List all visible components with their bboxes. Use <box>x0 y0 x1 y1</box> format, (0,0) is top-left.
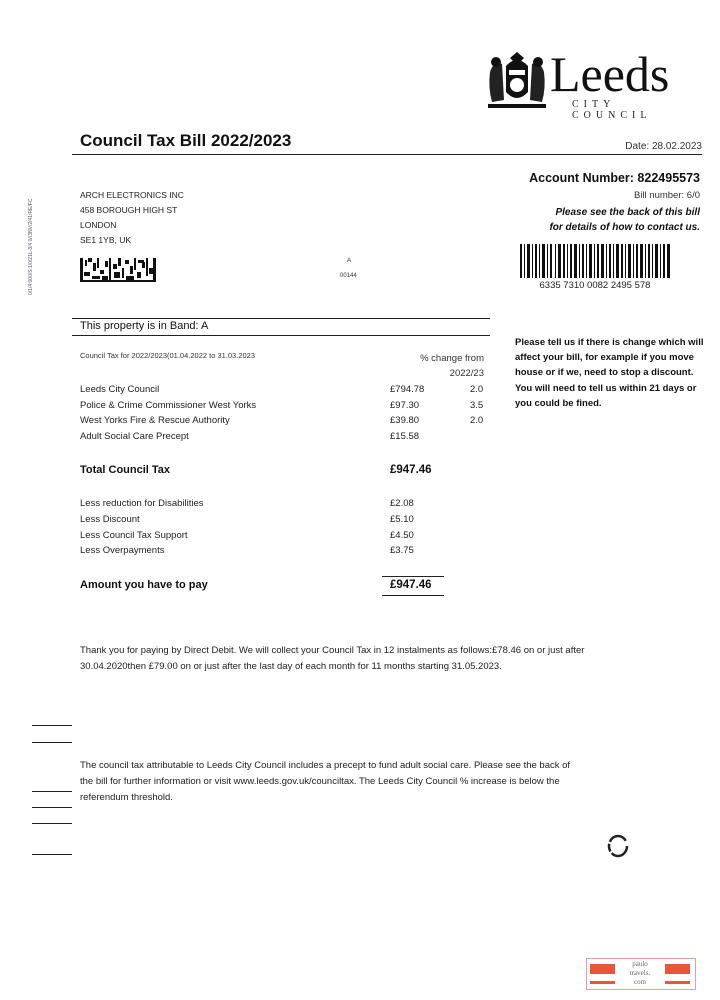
postal-2d-barcode-icon <box>80 258 156 282</box>
leeds-city-council-logo <box>486 46 696 121</box>
direct-debit-note: Thank you for paying by Direct Debit. We will collect your Council Tax in 12 instalments as follows:£78.46 on or just after 30.04.2020then £79.00 on or just after the last day of each month for 11 months starting 31.05.2023. <box>80 645 585 672</box>
charge-pct: 3.5 <box>470 400 484 411</box>
margin-mark <box>32 807 72 808</box>
address-line: SE1 1YB, UK <box>80 235 132 245</box>
charge-amount: £39.80 <box>390 415 420 426</box>
reduction-amount: £3.75 <box>390 545 414 556</box>
logo-wordmark: Leeds <box>550 46 670 102</box>
address-line: ARCH ELECTRONICS INC <box>80 190 184 200</box>
address-line: 458 BOROUGH HIGH ST <box>80 205 178 215</box>
account-number: Account Number: 822495573 <box>529 171 700 185</box>
charge-pct: 2.0 <box>470 384 484 395</box>
tax-period: Council Tax for 2022/2023(01.04.2022 to 31.03.2023 <box>80 351 255 360</box>
page-title: Council Tax Bill 2022/2023 <box>80 131 292 150</box>
watermark-logo <box>586 958 696 990</box>
reduction-amount: £4.50 <box>390 530 414 541</box>
total-label: Total Council Tax <box>80 464 171 476</box>
watermark-text: paulo travels. com <box>615 960 665 987</box>
charge-label: Police & Crime Commissioner West Yorks <box>80 400 257 411</box>
charge-label: Adult Social Care Precept <box>80 431 189 442</box>
pct-change-header: % change from 2022/23 <box>420 353 484 379</box>
reduction-label: Less Discount <box>80 514 140 525</box>
pay-amount-rule-bottom <box>382 595 444 596</box>
side-reference-code: 0/1/4:000/S:1/0/21L-3/4 0//3NV/2/41/RE/FC <box>28 198 34 295</box>
reduction-label: Less Overpayments <box>80 545 165 556</box>
charge-amount: £794.78 <box>390 384 425 395</box>
pay-amount-rule-top <box>382 576 444 577</box>
barcode-number: 6335 7310 0082 2495 578 <box>539 280 651 291</box>
adult-social-care-note: The council tax attributable to Leeds City Council includes a precept to fund adult social care. Please see the back of the bill for further information or visit www.leeds.gov.uk/counciltax. The Leeds City Council % increase is below the referendum threshold. <box>80 760 571 803</box>
charge-pct: 2.0 <box>470 415 484 426</box>
bill-number: Bill number: 6/0 <box>633 190 700 201</box>
change-notice: Please tell us if there is change which will affect your bill, for example if you move house or if we, need to stop a discount. You will need to tell us within 21 days or you could be fined. <box>515 337 704 409</box>
delivery-code-number: 00144 <box>340 273 357 279</box>
title-divider <box>72 154 702 155</box>
contact-note: Please see the back of this bill for details of how to contact us. <box>549 207 700 233</box>
margin-mark <box>32 742 72 743</box>
recipient-address <box>80 188 184 248</box>
margin-mark <box>32 791 72 792</box>
delivery-code-letter: A <box>347 258 352 264</box>
charge-amount: £15.58 <box>390 431 420 442</box>
reduction-amount: £5.10 <box>390 514 414 525</box>
logo-subtitle: CITY COUNCIL <box>572 99 652 121</box>
coat-of-arms-icon <box>486 52 548 110</box>
amount-to-pay-label: Amount you have to pay <box>80 579 208 591</box>
total-amount: £947.46 <box>390 464 432 476</box>
band-divider-bottom <box>72 335 490 336</box>
reduction-amount: £2.08 <box>390 498 414 509</box>
charge-label: West Yorks Fire & Rescue Authority <box>80 415 230 426</box>
margin-mark <box>32 823 72 824</box>
circle-mark-icon <box>606 833 630 859</box>
reduction-label: Less reduction for Disabilities <box>80 498 204 509</box>
reduction-label: Less Council Tax Support <box>80 530 188 541</box>
property-band: This property is in Band: A <box>80 320 209 332</box>
charge-amount: £97.30 <box>390 400 420 411</box>
charge-label: Leeds City Council <box>80 384 160 395</box>
band-divider-top <box>72 318 490 319</box>
bill-date: Date: 28.02.2023 <box>625 141 702 152</box>
margin-mark <box>32 725 72 726</box>
address-line: LONDON <box>80 220 117 230</box>
barcode-icon <box>520 244 670 278</box>
margin-mark <box>32 854 72 855</box>
amount-to-pay-value: £947.46 <box>390 579 432 591</box>
